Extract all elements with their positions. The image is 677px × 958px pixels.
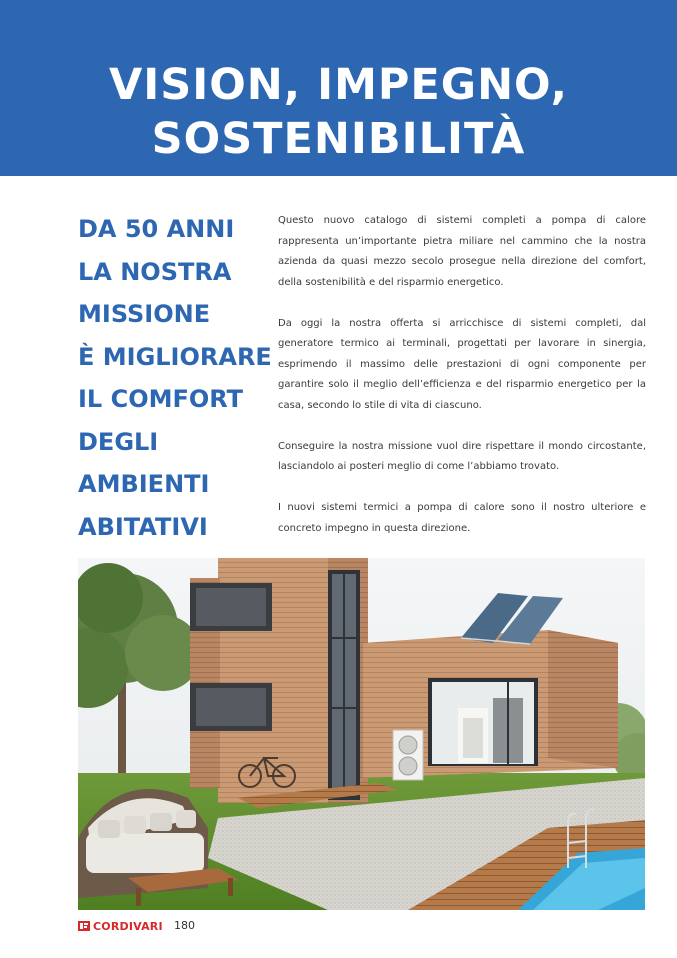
heat-pump-unit [393, 730, 423, 780]
mission-line-8: ABITATIVI [78, 512, 208, 541]
mission-line-7: AMBIENTI [78, 470, 210, 498]
house-photo [78, 558, 645, 910]
page-title [0, 58, 677, 166]
mission-line-2: LA NOSTRA [78, 257, 232, 286]
mission-line-1: DA 50 ANNI [78, 215, 235, 243]
page-number: 180 [174, 919, 195, 932]
intro-text [278, 211, 646, 560]
mission-line-3: MISSIONE [78, 300, 211, 328]
paragraph-3: Conseguire la nostra missione vuol dire rispettare il mondo circostante, lasciandolo ai posteri meglio di come l’abbiamo trovato. [278, 440, 646, 472]
paragraph-4: I nuovi sistemi termici a pompa di calore sono il nostro ulteriore e concreto impegno in questa direzione. [278, 502, 646, 534]
mission-line-5: IL COMFORT [78, 385, 244, 413]
mission-line-6: DEGLI [78, 427, 159, 456]
house-with-heat-pump-illustration [78, 558, 645, 910]
cordivari-logo [78, 919, 163, 933]
mission-line-4: È MIGLIORARE [78, 342, 272, 371]
page-title-line-2: SOSTENIBILITÀ [151, 114, 526, 164]
paragraph-2: Da oggi la nostra offerta si arricchisce di sistemi completi, dal generatore termico ai terminali, progettati per lavorare in sinergia, esprimendo il massimo delle prestazioni di ogni componente per garantire solo il meglio dell’efficienza e del risparmio energetico per la casa, secondo lo stile di vita di ciascuno. [278, 317, 646, 411]
cordivari-logo-icon [78, 920, 90, 932]
paragraph-1: Questo nuovo catalogo di sistemi completi a pompa di calore rappresenta un’importante pietra miliare nel cammino che la nostra azienda da quasi mezzo secolo prosegue nella direzione del comfort, della sostenibilità e del risparmio energetico. [278, 215, 646, 288]
page-title-line-1: VISION, IMPEGNO, [109, 60, 568, 110]
mission-heading [78, 208, 278, 548]
header-band [0, 0, 677, 176]
logo-text: CORDIVARI [93, 919, 163, 933]
